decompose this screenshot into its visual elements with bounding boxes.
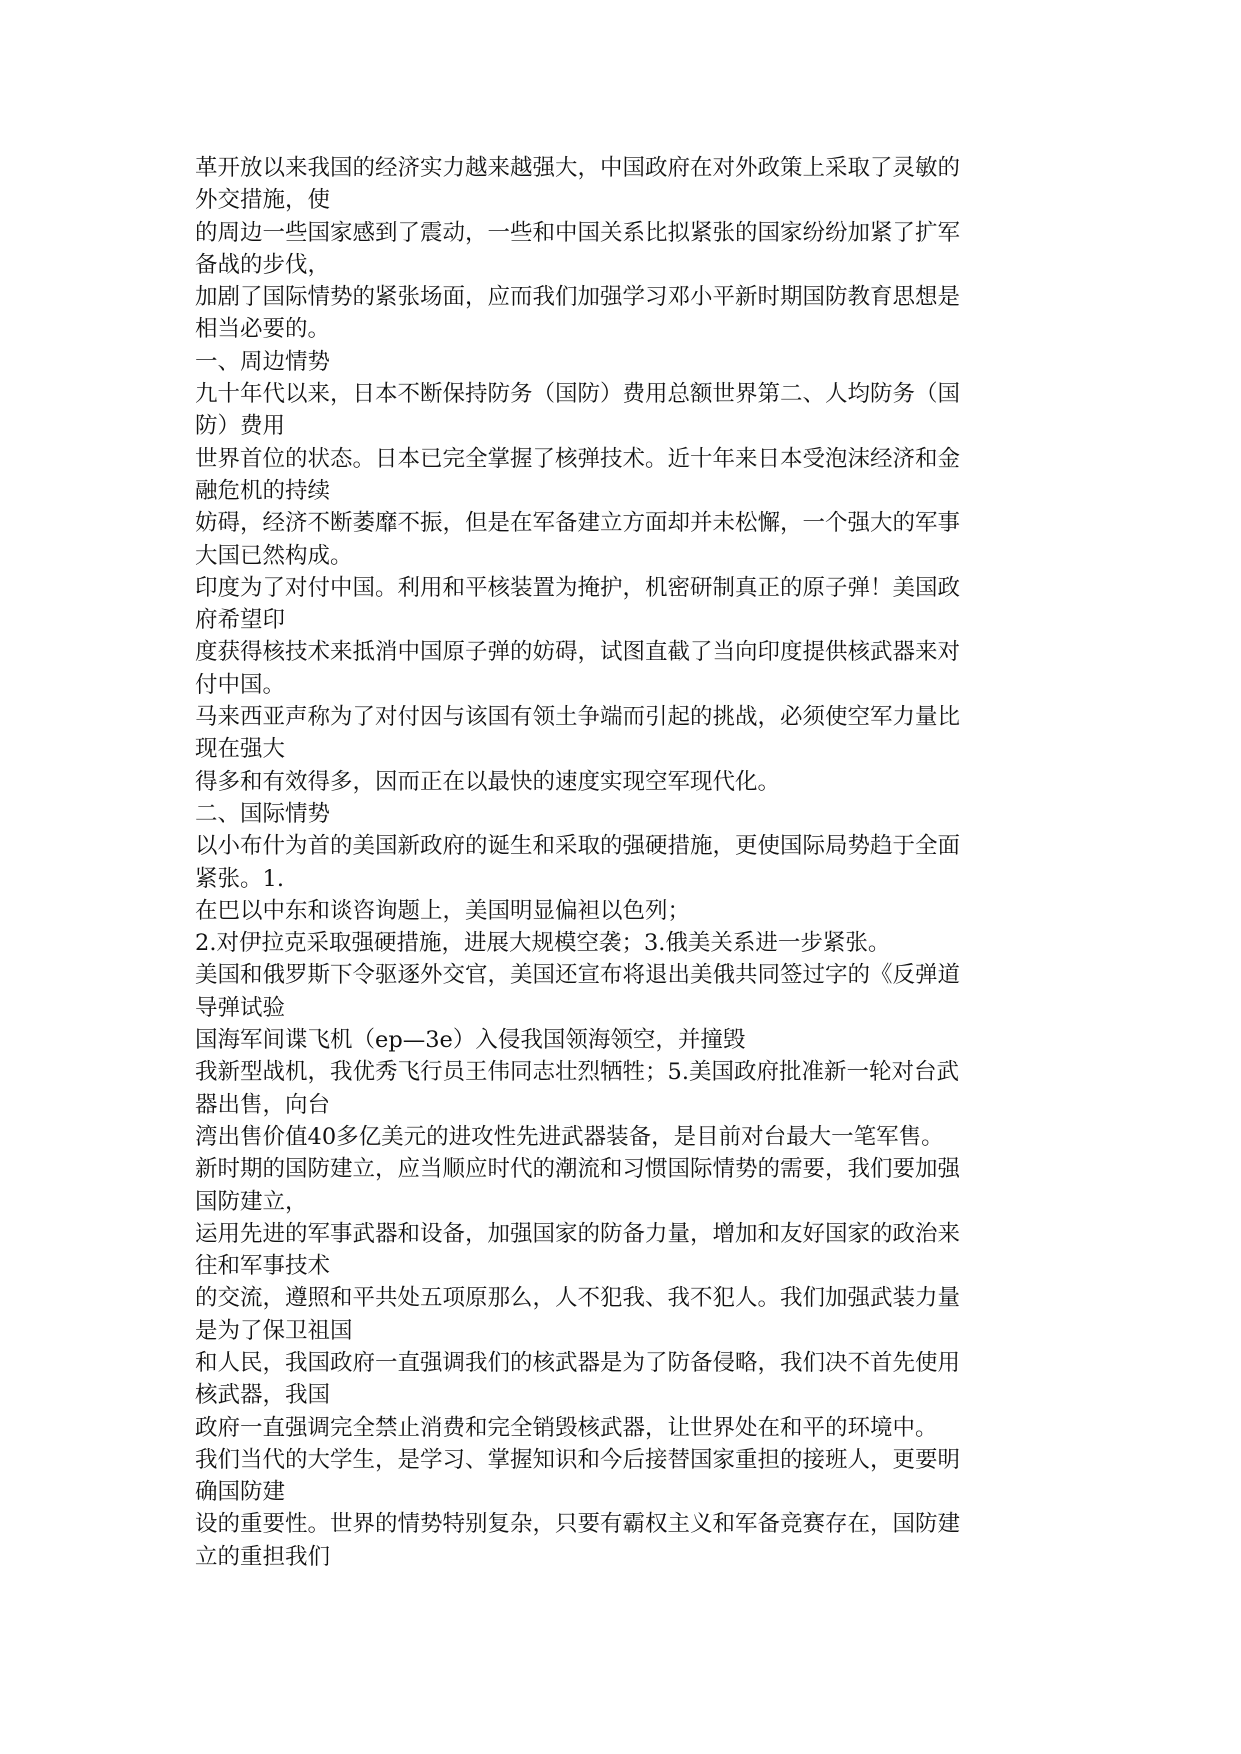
text-line: 一、周边情势 bbox=[195, 348, 331, 375]
text-line: 紧张。1. bbox=[195, 865, 284, 892]
text-line: 核武器，我国 bbox=[195, 1382, 331, 1409]
text-line: 往和军事技术 bbox=[195, 1253, 331, 1280]
text-line: 美国和俄罗斯下令驱逐外交官，美国还宣布将退出美俄共同签过字的《反弹道 bbox=[195, 962, 961, 989]
text-line: 的周边一些国家感到了震动，一些和中国关系比拟紧张的国家纷纷加紧了扩军 bbox=[195, 219, 961, 246]
text-line: 现在强大 bbox=[195, 736, 286, 763]
text-line: 是为了保卫祖国 bbox=[195, 1317, 353, 1344]
text-line: 导弹试验 bbox=[195, 994, 286, 1021]
text-line: 妨碍，经济不断萎靡不振，但是在军备建立方面却并未松懈，一个强大的军事 bbox=[195, 510, 961, 537]
text-line: 府希望印 bbox=[195, 607, 286, 634]
text-line: 湾出售价值40多亿美元的进攻性先进武器装备，是目前对台最大一笔军售。 bbox=[195, 1123, 944, 1150]
text-line: 度获得核技术来抵消中国原子弹的妨碍，试图直截了当向印度提供核武器来对 bbox=[195, 639, 961, 666]
text-line: 防）费用 bbox=[195, 413, 286, 440]
text-line: 二、国际情势 bbox=[195, 800, 331, 827]
text-line: 设的重要性。世界的情势特别复杂，只要有霸权主义和军备竞赛存在，国防建 bbox=[195, 1511, 961, 1538]
text-line: 大国已然构成。 bbox=[195, 542, 353, 569]
text-line: 付中国。 bbox=[195, 671, 286, 698]
text-line: 以小布什为首的美国新政府的诞生和采取的强硬措施，更使国际局势趋于全面 bbox=[195, 833, 961, 860]
text-line: 九十年代以来，日本不断保持防务（国防）费用总额世界第二、人均防务（国 bbox=[195, 381, 961, 408]
text-line: 马来西亚声称为了对付因与该国有领土争端而引起的挑战，必须使空军力量比 bbox=[195, 704, 961, 731]
text-line: 加剧了国际情势的紧张场面，应而我们加强学习邓小平新时期国防教育思想是 bbox=[195, 284, 961, 311]
document-body bbox=[195, 152, 1065, 1573]
text-line: 我新型战机，我优秀飞行员王伟同志壮烈牺牲；5.美国政府批准新一轮对台武 bbox=[195, 1059, 959, 1086]
text-line: 外交措施，使 bbox=[195, 187, 331, 214]
text-line: 备战的步伐， bbox=[195, 251, 331, 278]
text-line: 和人民，我国政府一直强调我们的核武器是为了防备侵略，我们决不首先使用 bbox=[195, 1349, 961, 1376]
text-line: 得多和有效得多，因而正在以最快的速度实现空军现代化。 bbox=[195, 768, 781, 795]
text-line: 印度为了对付中国。利用和平核装置为掩护，机密研制真正的原子弹！美国政 bbox=[195, 574, 961, 601]
text-line: 相当必要的。 bbox=[195, 316, 331, 343]
text-line: 的交流，遵照和平共处五项原那么，人不犯我、我不犯人。我们加强武装力量 bbox=[195, 1285, 961, 1312]
text-line: 新时期的国防建立，应当顺应时代的潮流和习惯国际情势的需要，我们要加强 bbox=[195, 1156, 961, 1183]
text-line: 运用先进的军事武器和设备，加强国家的防备力量，增加和友好国家的政治来 bbox=[195, 1220, 961, 1247]
text-line: 器出售，向台 bbox=[195, 1091, 331, 1118]
text-line: 融危机的持续 bbox=[195, 477, 331, 504]
text-line: 革开放以来我国的经济实力越来越强大，中国政府在对外政策上采取了灵敏的 bbox=[195, 155, 961, 181]
text-line: 确国防建 bbox=[195, 1479, 286, 1506]
text-line: 世界首位的状态。日本已完全掌握了核弹技术。近十年来日本受泡沫经济和金 bbox=[195, 445, 961, 472]
text-line: 国海军间谍飞机（ep—3e）入侵我国领海领空，并撞毁 bbox=[195, 1027, 746, 1054]
text-line: 我们当代的大学生，是学习、掌握知识和今后接替国家重担的接班人，更要明 bbox=[195, 1446, 961, 1473]
text-line: 在巴以中东和谈咨询题上，美国明显偏袒以色列； bbox=[195, 897, 691, 924]
text-line: 国防建立， bbox=[195, 1188, 308, 1215]
text-line: 立的重担我们 bbox=[195, 1543, 331, 1570]
text-line: 2.对伊拉克采取强硬措施，进展大规模空袭；3.俄美关系进一步紧张。 bbox=[195, 930, 891, 957]
text-line: 政府一直强调完全禁止消费和完全销毁核武器，让世界处在和平的环境中。 bbox=[195, 1414, 938, 1441]
